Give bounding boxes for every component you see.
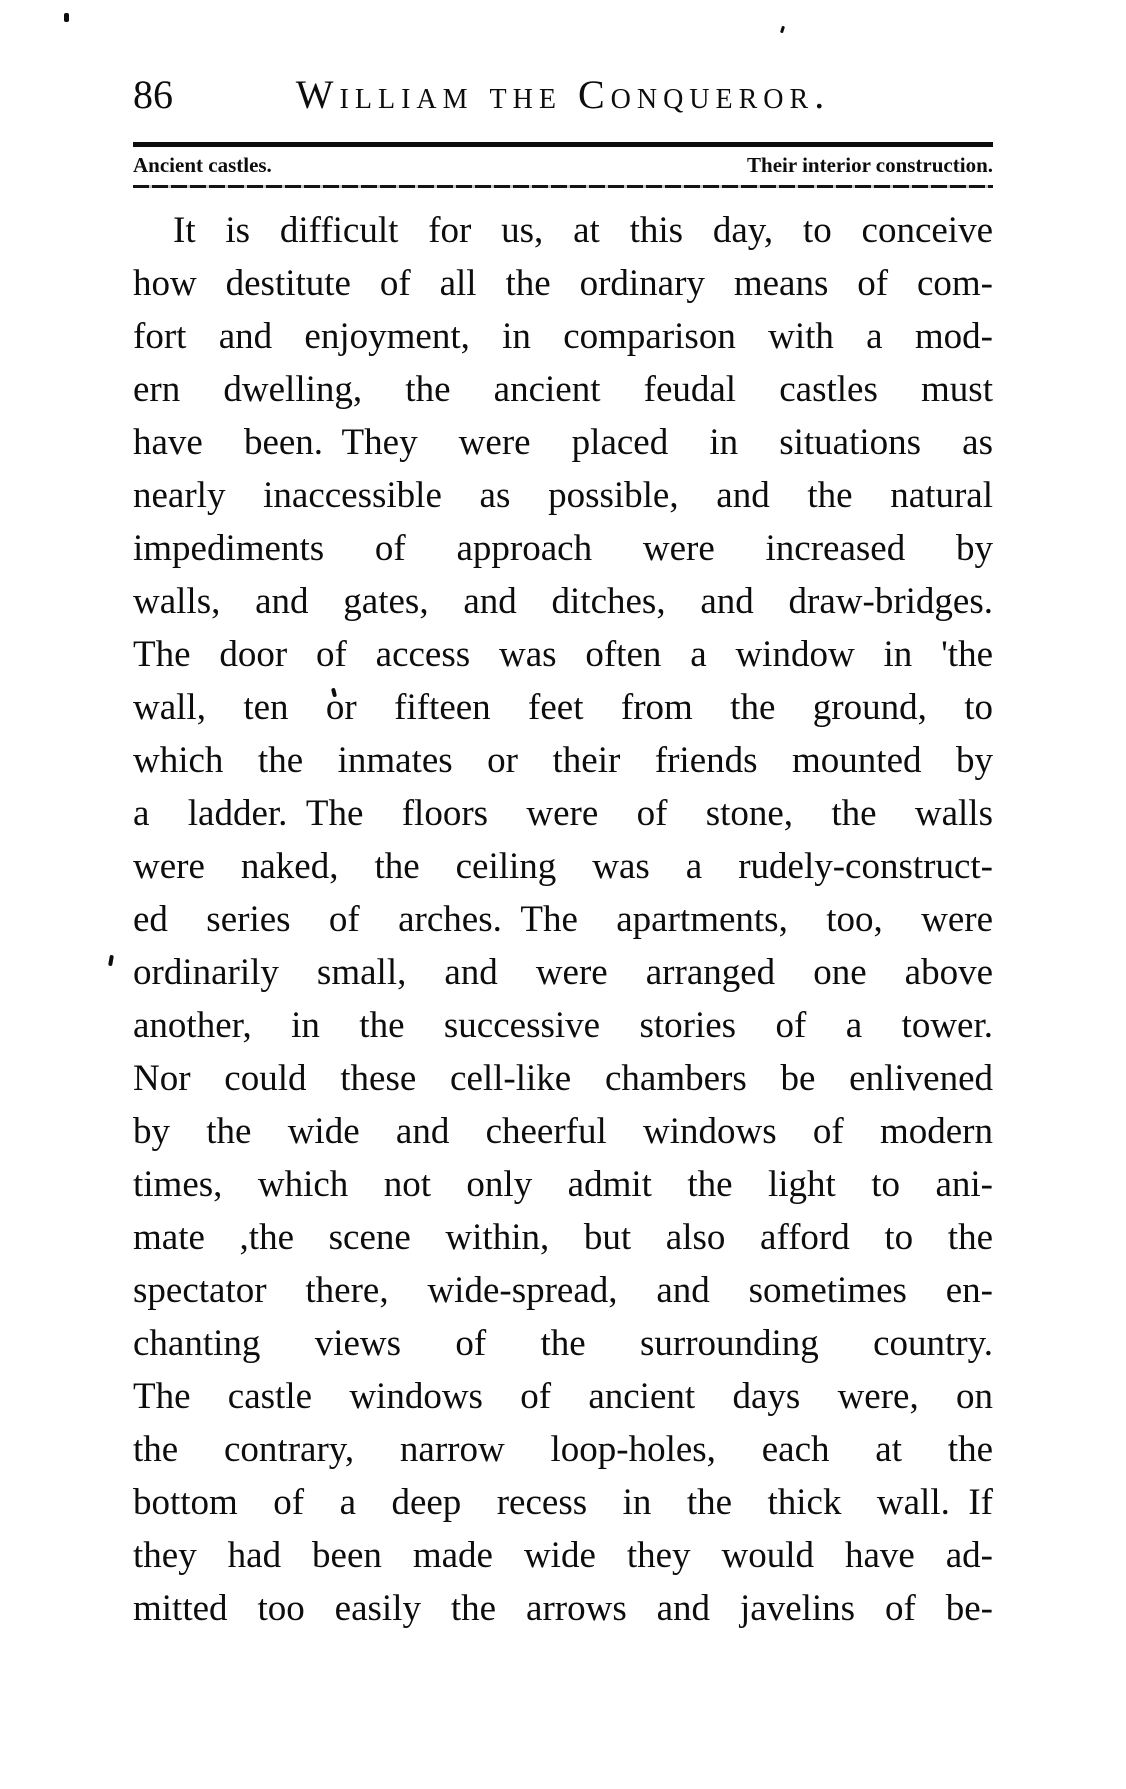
body-line: a ladder. The floors were of stone, the walls xyxy=(133,793,993,834)
body-line: they had been made wide they would have ad- xyxy=(133,1535,993,1576)
body-line: spectator there, wide-spread, and sometimes en- xyxy=(133,1270,993,1311)
body-line: which the inmates or their friends mounted by xyxy=(133,740,993,781)
body-line: ern dwelling, the ancient feudal castles must xyxy=(133,369,993,410)
sidenote-right: Their interior construction. xyxy=(747,153,993,177)
body-line: Nor could these cell-like chambers be enlivened xyxy=(133,1058,993,1099)
body-line: how destitute of all the ordinary means of com- xyxy=(133,263,993,304)
header-rule xyxy=(133,142,993,147)
sidenote-row xyxy=(133,151,993,179)
body-line: walls, and gates, and ditches, and draw-bridges. xyxy=(133,581,993,622)
body-line: The castle windows of ancient days were, on xyxy=(133,1376,993,1417)
running-title: William the Conqueror. xyxy=(295,72,831,117)
body-line: The door of access was often a window in 'the xyxy=(133,634,993,675)
running-header xyxy=(133,72,993,118)
scan-speck xyxy=(64,13,69,22)
body-line: were naked, the ceiling was a rudely-construct- xyxy=(133,846,993,887)
body-line: impediments of approach were increased by xyxy=(133,528,993,569)
body-line: fort and enjoyment, in comparison with a mod- xyxy=(133,316,993,357)
body-line: another, in the successive stories of a tower. xyxy=(133,1005,993,1046)
body-line: mate ,the scene within, but also afford to the xyxy=(133,1217,993,1258)
body-line: times, which not only admit the light to ani- xyxy=(133,1164,993,1205)
body-line: It is difficult for us, at this day, to conceive xyxy=(173,210,993,251)
sidenote-left: Ancient castles. xyxy=(133,153,272,177)
scan-speck xyxy=(108,955,114,967)
text-column xyxy=(133,0,993,1789)
body-text xyxy=(133,204,993,1635)
body-line: ordinarily small, and were arranged one above xyxy=(133,952,993,993)
sidenote-rule xyxy=(133,185,993,188)
body-line: by the wide and cheerful windows of modern xyxy=(133,1111,993,1152)
body-line: wall, ten or fifteen feet from the ground, to xyxy=(133,687,993,728)
body-line: bottom of a deep recess in the thick wall. If xyxy=(133,1482,993,1523)
page-number: 86 xyxy=(133,72,173,117)
body-line: chanting views of the surrounding country. xyxy=(133,1323,993,1364)
body-line: have been. They were placed in situations as xyxy=(133,422,993,463)
body-line: nearly inaccessible as possible, and the natural xyxy=(133,475,993,516)
body-line: ed series of arches. The apartments, too, were xyxy=(133,899,993,940)
body-line: mitted too easily the arrows and javelins of be- xyxy=(133,1588,993,1629)
body-line: the contrary, narrow loop-holes, each at the xyxy=(133,1429,993,1470)
